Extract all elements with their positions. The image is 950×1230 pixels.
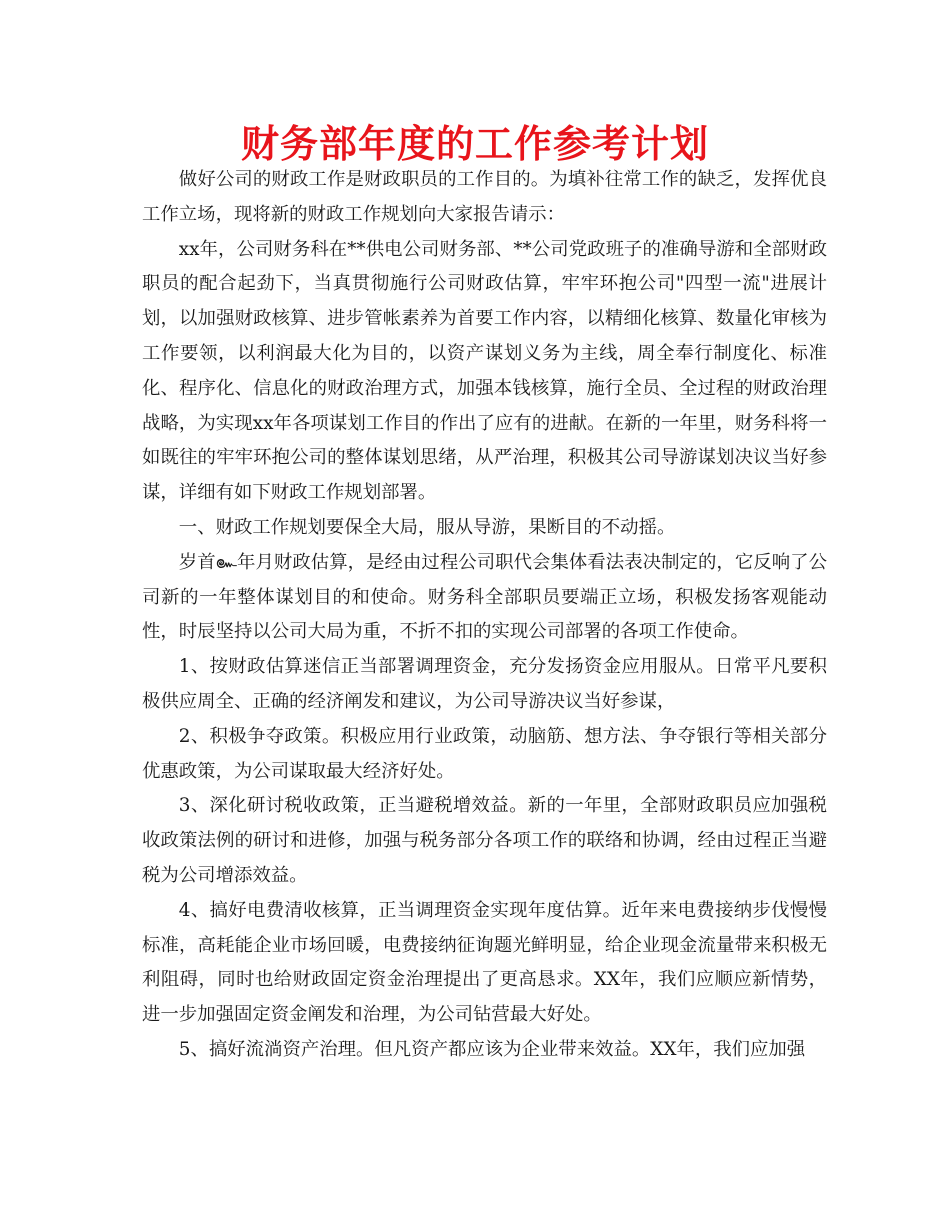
paragraph-item-2: 2、积极争夺政策。积极应用行业政策，动脑筋、想方法、争夺银行等相关部分优惠政策，为公司谋取最大经济好处。 [142,725,827,782]
paragraph-item-1: 1、按财政估算迷信正当部署调理资金，充分发扬资金应用服从。日常平凡要积极供应周全、正确的经济阐发和建议，为公司导游决议当好参谋， [142,656,827,712]
paragraph-budget: 岁首๛年月财政估算，是经由过程公司职代会集体看法表决制定的，它反响了公司新的一年整体谋划目的和使命。财务科全部职员要端正立场，积极发扬客观能动性，时辰坚持以公司大局为重，不折不扣的实现公司部署的各项工作使命。 [142,551,827,643]
paragraph-section-heading: 一、财政工作规划要保全大局，服从导游，果断目的不动摇。 [178,516,676,538]
paragraph-intro: 做好公司的财政工作是财政职员的工作目的。为填补往常工作的缺乏，发挥优良工作立场，现将新的财政工作规划向大家报告请示： [142,169,827,225]
paragraph-summary: xx年，公司财务科在**供电公司财务部、**公司党政班子的准确导游和全部财政职员的配合起劲下，当真贯彻施行公司财政估算，牢牢环抱公司"四型一流"进展计划，以加强财政核算、进步管帐素养为首要工作内容，以精细化核算、数量化审核为工作要领，以利润最大化为目的，以资产谋划义务为主线，周全奉行制度化、标准化、程序化、信息化的财政治理方式，加强本钱核算，施行全员、全过程的财政治理战略，为实现xx年各项谋划工作目的作出了应有的进献。在新的一年里，财务科将一如既往的牢牢环抱公司的整体谋划思绪，从严治理，积极其公司导游谋划决议当好参谋，详细有如下财政工作规划部署。 [142,238,827,504]
paragraph-item-5: 5、搞好流淌资产治理。但凡资产都应该为企业带来效益。XX年，我们应加强 [178,1038,806,1060]
paragraph-item-4: 4、搞好电费清收核算，正当调理资金实现年度估算。近年来电费接纳步伐慢慢标准，高耗能企业市场回暖，电费接纳征询题光鲜明显，给企业现金流量带来积极无利阻碍，同时也给财政固定资金治理提出了更高恳求。XX年，我们应顺应新情势，进一步加强固定资金阐发和治理，为公司钻营最大好处。 [142,899,827,1026]
paragraph-item-3: 3、深化研讨税收政策，正当避税增效益。新的一年里，全部财政职员应加强税收政策法例的研讨和进修，加强与税务部分各项工作的联络和协调，经由过程正当避税为公司增添效益。 [142,795,827,886]
document-body [142,163,827,1068]
document-title: 财务部年度的工作参考计划 [240,122,709,166]
